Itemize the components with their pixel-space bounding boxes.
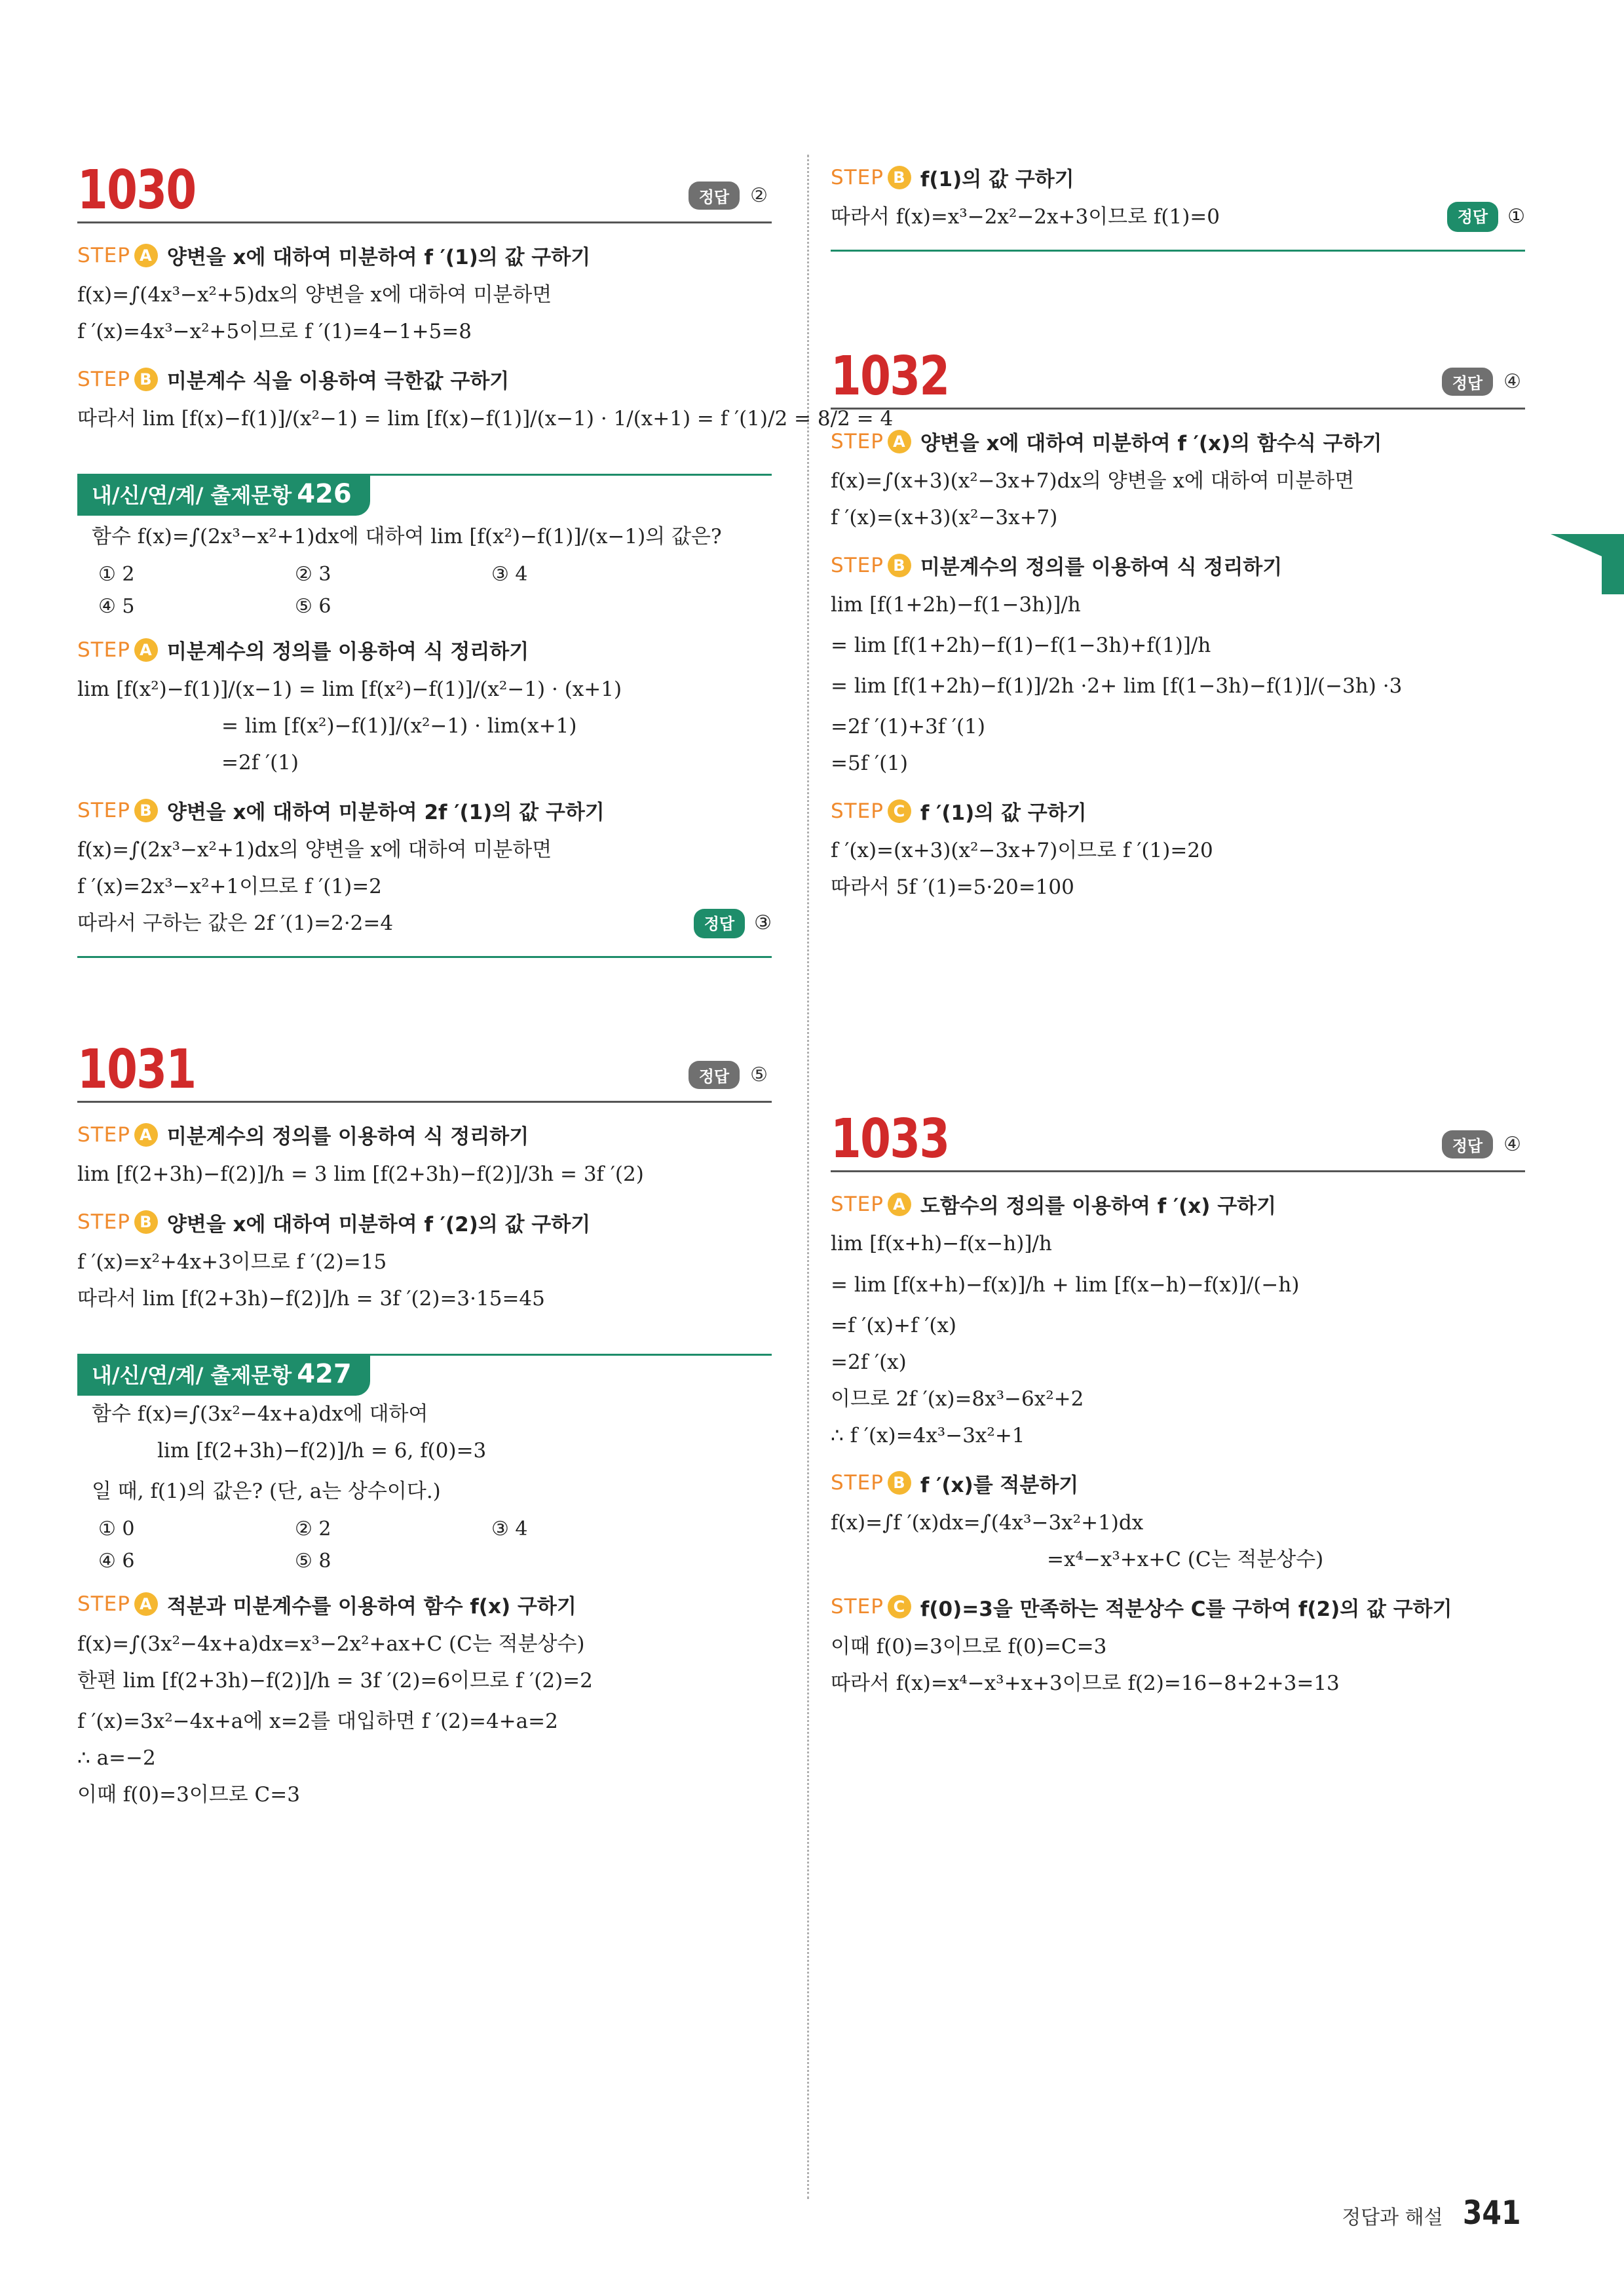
- solution-line: f(x)=∫f ′(x)dx=∫(4x³−3x²+1)dx: [831, 1510, 1144, 1535]
- answer-value: ⑤: [750, 1063, 768, 1087]
- answer-value: ④: [1503, 1133, 1521, 1157]
- step-label: STEP B: [77, 799, 158, 822]
- chapter-tab-marker: [1602, 534, 1624, 594]
- page-footer: [1342, 2194, 1526, 2232]
- step-title: 미분계수의 정의를 이용하여 식 정리하기: [166, 640, 529, 664]
- solution-line: 이때 f(0)=3이므로 C=3: [77, 1782, 300, 1807]
- answer-label: 정답: [694, 909, 745, 938]
- step-title: f ′(x)를 적분하기: [920, 1473, 1079, 1497]
- solution-line: f(x)=∫(x+3)(x²−3x+7)dx의 양변을 x에 대하여 미분하면: [831, 469, 1355, 493]
- step-heading: [831, 1592, 1525, 1622]
- solution-line: f(x)=∫(3x²−4x+a)dx=x³−2x²+ax+C (C는 적분상수): [77, 1632, 585, 1656]
- answer-badge: [689, 182, 768, 210]
- step-heading: [77, 1208, 772, 1237]
- solution-line-with-answer: 따라서 f(x)=x³−2x²−2x+3이므로 f(1)=0 정답 ①: [831, 201, 1525, 233]
- option[interactable]: ③ 4: [491, 1517, 528, 1540]
- option[interactable]: ④ 5: [98, 595, 135, 619]
- step-heading: [831, 1468, 1525, 1498]
- solution-line: lim [f(x²)−f(1)]/(x−1) = lim [f(x²)−f(1)]/(x²−1) · (x+1): [77, 678, 622, 702]
- step-title: 도함수의 정의를 이용하여 f ′(x) 구하기: [920, 1195, 1277, 1219]
- answer-badge: [1442, 368, 1521, 396]
- step-title: f(1)의 값 구하기: [920, 168, 1074, 191]
- step-label: STEP C: [831, 1595, 911, 1618]
- solution-line: =2f ′(x): [831, 1350, 907, 1374]
- step-label: STEP C: [831, 799, 911, 823]
- solution-line: =x⁴−x³+x+C (C는 적분상수): [1047, 1547, 1324, 1571]
- step-heading: [77, 635, 772, 664]
- solution-line: f ′(x)=4x³−x²+5이므로 f ′(1)=4−1+5=8: [77, 320, 472, 344]
- solution-line: f(x)=∫(2x³−x²+1)dx의 양변을 x에 대하여 미분하면: [77, 838, 552, 862]
- section-end-rule: [77, 956, 772, 958]
- problem-number: 1032: [831, 345, 949, 408]
- step-title: 양변을 x에 대하여 미분하여 f ′(x)의 함수식 구하기: [920, 432, 1382, 456]
- solution-line: 따라서 lim [f(2+3h)−f(2)]/h = 3f ′(2)=3·15=45: [77, 1286, 545, 1311]
- step-heading: [831, 427, 1525, 456]
- step-heading: [831, 163, 1525, 192]
- step-label: STEP A: [831, 430, 911, 453]
- step-label: STEP A: [831, 1193, 911, 1216]
- answer-badge: [1442, 1130, 1521, 1158]
- answer-value: ①: [1507, 204, 1525, 228]
- option[interactable]: ⑤ 6: [295, 595, 331, 619]
- solution-line: 따라서 5f ′(1)=5·20=100: [831, 875, 1074, 900]
- related-problem-426: [77, 471, 772, 618]
- solution-line: =2f ′(1)+3f ′(1): [831, 715, 985, 739]
- step-heading: [77, 1590, 772, 1619]
- solution-line: = lim [f(1+2h)−f(1)]/2h ·2+ lim [f(1−3h)−f(1)]/(−3h) ·3: [831, 674, 1403, 698]
- step-title: 양변을 x에 대하여 미분하여 f ′(2)의 값 구하기: [166, 1212, 591, 1236]
- step-heading: [831, 1189, 1525, 1219]
- page-number: 341: [1462, 2194, 1521, 2232]
- answer-badge: [694, 908, 772, 939]
- answer-options: [92, 563, 772, 618]
- answer-label: 정답: [1442, 368, 1493, 396]
- answer-badge: [689, 1061, 768, 1089]
- right-column: [831, 151, 1525, 1704]
- solution-line-with-answer: 따라서 구하는 값은 2f ′(1)=2·2=4 정답 ③: [77, 908, 772, 939]
- footer-label: 정답과 해설: [1342, 2206, 1443, 2229]
- step-heading: [77, 1120, 772, 1149]
- step-heading: [77, 795, 772, 825]
- option[interactable]: ② 2: [295, 1517, 331, 1540]
- option[interactable]: ① 2: [98, 563, 135, 586]
- step-title: 양변을 x에 대하여 미분하여 f ′(1)의 값 구하기: [166, 246, 591, 269]
- column-divider: [807, 155, 809, 2199]
- solution-line: f ′(x)=2x³−x²+1이므로 f ′(1)=2: [77, 875, 382, 899]
- step-title: 양변을 x에 대하여 미분하여 2f ′(1)의 값 구하기: [166, 801, 605, 825]
- step-title: 미분계수의 정의를 이용하여 식 정리하기: [920, 556, 1283, 580]
- solution-line: = lim [f(x²)−f(1)]/(x²−1) · lim(x+1): [221, 714, 577, 738]
- problem-number: 1031: [77, 1039, 196, 1101]
- option[interactable]: ⑤ 8: [295, 1549, 331, 1573]
- option[interactable]: ① 0: [98, 1517, 135, 1540]
- problem-number: 1030: [77, 159, 196, 221]
- step-label: STEP B: [77, 1210, 158, 1234]
- problem-number: 1033: [831, 1108, 949, 1171]
- problem-1033-header: [831, 1100, 1525, 1172]
- step-label: STEP B: [831, 554, 911, 577]
- step-label: STEP A: [77, 1592, 158, 1616]
- solution-line: 따라서 f(x)=x⁴−x³+x+3이므로 f(2)=16−8+2+3=13: [831, 1671, 1340, 1695]
- solution-line: lim [f(1+2h)−f(1−3h)]/h: [831, 593, 1081, 617]
- answer-options: [92, 1518, 772, 1573]
- question-text: 함수 f(x)=∫(2x³−x²+1)dx에 대하여 lim [f(x²)−f(1)]/(x−1)의 값은?: [92, 525, 722, 549]
- step-label: STEP A: [77, 1123, 158, 1147]
- solution-line: ∴ a=−2: [77, 1746, 156, 1770]
- question-text: 일 때, f(1)의 값은? (단, a는 상수이다.): [92, 1479, 441, 1503]
- step-heading: [831, 550, 1525, 580]
- solution-line: 이므로 2f ′(x)=8x³−6x²+2: [831, 1387, 1084, 1411]
- answer-label: 정답: [1447, 202, 1498, 231]
- solution-line: lim [f(2+3h)−f(2)]/h = 3 lim [f(2+3h)−f(2)]/3h = 3f ′(2): [77, 1162, 644, 1187]
- solution-line: =2f ′(1): [221, 751, 299, 775]
- answer-label: 정답: [689, 182, 740, 210]
- answer-value: ③: [754, 911, 772, 935]
- step-label: STEP A: [77, 244, 158, 267]
- related-problem-427: [77, 1351, 772, 1573]
- answer-value: ④: [1503, 370, 1521, 394]
- step-title: f(0)=3을 만족하는 적분상수 C를 구하여 f(2)의 값 구하기: [920, 1597, 1452, 1621]
- step-label: STEP A: [77, 638, 158, 662]
- problem-1032-header: [831, 337, 1525, 410]
- step-label: STEP B: [77, 368, 158, 391]
- step-label: STEP B: [831, 166, 911, 189]
- question-text: 함수 f(x)=∫(3x²−4x+a)dx에 대하여: [92, 1402, 428, 1426]
- solution-line: f ′(x)=(x+3)(x²−3x+7): [831, 506, 1058, 530]
- step-heading: [77, 364, 772, 394]
- solution-line: =5f ′(1): [831, 752, 908, 776]
- option[interactable]: ③ 4: [491, 563, 528, 586]
- step-title: f ′(1)의 값 구하기: [920, 801, 1087, 826]
- solution-line: f ′(x)=x²+4x+3이므로 f ′(2)=15: [77, 1250, 387, 1274]
- solution-line: f ′(x)=3x²−4x+a에 x=2를 대입하면 f ′(2)=4+a=2: [77, 1709, 558, 1733]
- solution-line: ∴ f ′(x)=4x³−3x²+1: [831, 1423, 1025, 1447]
- solution-line: f ′(x)=(x+3)(x²−3x+7)이므로 f ′(1)=20: [831, 839, 1213, 863]
- step-title: 적분과 미분계수를 이용하여 함수 f(x) 구하기: [166, 1594, 576, 1618]
- step-heading: [77, 240, 772, 270]
- option[interactable]: ④ 6: [98, 1549, 135, 1573]
- option[interactable]: ② 3: [295, 563, 331, 586]
- section-end-rule: [831, 250, 1525, 252]
- answer-label: 정답: [1442, 1130, 1493, 1158]
- solution-line: = lim [f(x+h)−f(x)]/h + lim [f(x−h)−f(x)]/(−h): [831, 1272, 1300, 1297]
- answer-badge: [1447, 202, 1525, 233]
- solution-line: =f ′(x)+f ′(x): [831, 1313, 957, 1337]
- solution-line: lim [f(x+h)−f(x−h)]/h: [831, 1232, 1052, 1256]
- solution-line: f(x)=∫(4x³−x²+5)dx의 양변을 x에 대하여 미분하면: [77, 283, 552, 307]
- solution-line: 이때 f(0)=3이므로 f(0)=C=3: [831, 1634, 1107, 1658]
- step-heading: [831, 796, 1525, 826]
- step-label: STEP B: [831, 1471, 911, 1495]
- solution-line: 따라서 lim [f(x)−f(1)]/(x²−1) = lim [f(x)−f(1)]/(x−1) · 1/(x+1) = f ′(1)/2 = 8/2 = 4: [77, 407, 894, 431]
- question-condition: lim [f(2+3h)−f(2)]/h = 6, f(0)=3: [157, 1438, 487, 1463]
- solution-line: = lim [f(1+2h)−f(1)−f(1−3h)+f(1)]/h: [831, 634, 1211, 658]
- answer-label: 정답: [689, 1061, 740, 1089]
- problem-1031-header: [77, 1030, 772, 1103]
- problem-1030-header: [77, 151, 772, 223]
- answer-value: ②: [750, 184, 768, 207]
- related-problem-label: 내/신/연/계/ 출제문항 426: [77, 474, 370, 516]
- related-problem-label: 내/신/연/계/ 출제문항 427: [77, 1354, 370, 1396]
- step-title: 미분계수의 정의를 이용하여 식 정리하기: [166, 1125, 529, 1149]
- step-title: 미분계수 식을 이용하여 극한값 구하기: [166, 370, 510, 394]
- solution-line: 한편 lim [f(2+3h)−f(2)]/h = 3f ′(2)=6이므로 f ′(2)=2: [77, 1668, 593, 1693]
